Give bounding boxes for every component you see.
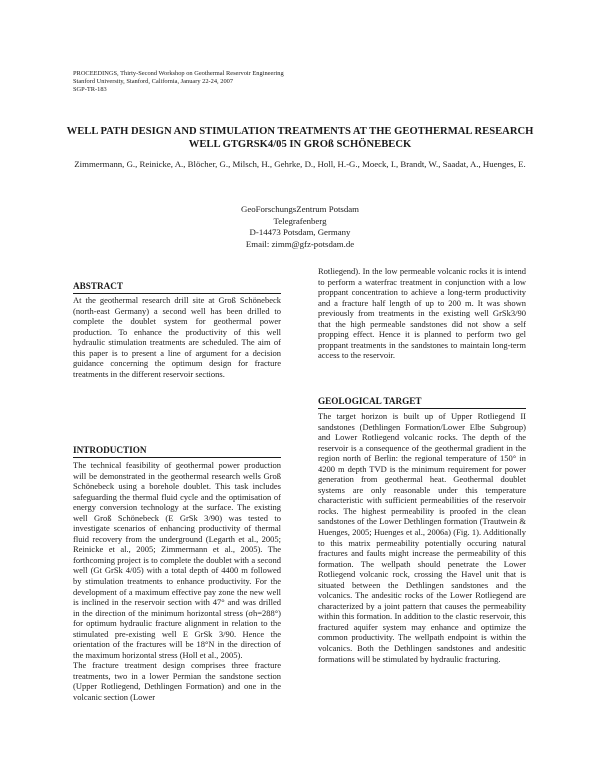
abstract-heading: ABSTRACT — [73, 280, 281, 294]
header-location-line: Stanford University, Stanford, California, January 22-24, 2007 — [73, 78, 234, 85]
paper-title: WELL PATH DESIGN AND STIMULATION TREATMENTS AT THE GEOTHERMAL RESEARCH WELL GTGRSK4/05 IN GROß SCHÖNEBECK — [66, 126, 534, 150]
introduction-paragraph-1: The technical feasibility of geothermal power production will be demonstrated in the geothermal research wells Groß Schönebeck using a borehole doublet. This task includes safeguarding the thermal fluid cycle and the optimisation of energy conversion technology at the surface. The existing well Groß Schönebeck (E GrSk 3/90) was tested to investigate scenarios of enhancing productivity of thermal fluid recovery from the underground (Legarth et al., 2005; Reinicke et al., 2005; Zimmermann et al., 2005). The forthcoming project is to complete the doublet with a second well (Gt GrSk 4/05) with a total depth of 4400 m followed by stimulation treatments to enhance productivity. For the development of a maximum effective pay zone the new well is inclined in the reservoir section with 47° and was drilled in the direction of the minimum horizontal stress (σh=288°) for optimum hydraulic fracture alignment in relation to the stimulated pre-existing well E GrSk 3/90. Hence the orientation of the fractures will be 18°N in the direction of the maximum horizontal stress (Holl et al., 2005). — [73, 460, 281, 660]
affiliation-institution: GeoForschungsZentrum Potsdam — [240, 204, 359, 214]
introduction-body — [73, 460, 281, 703]
geological-target-body — [318, 411, 526, 664]
geological-target-heading: GEOLOGICAL TARGET — [318, 395, 526, 409]
header-report-number: SGP-TR-183 — [73, 86, 107, 93]
introduction-paragraph-2: The fracture treatment design comprises three fracture treatments, two in a lower Permian the sandstone section (Upper Rotliegend, Dethlingen Formation) and one in the volcanic section (Lower — [73, 660, 281, 703]
affiliation-block — [200, 204, 400, 250]
header-workshop-line: PROCEEDINGS, Thirty-Second Workshop on Geothermal Reservoir Engineering — [73, 70, 284, 77]
abstract-body — [73, 295, 281, 379]
introduction-heading: INTRODUCTION — [73, 444, 281, 458]
author-list: Zimmermann, G., Reinicke, A., Blöcher, G., Milsch, H., Gehrke, D., Holl, H.-G., Moeck, I., Brandt, W., Saadat, A., Huenges, E. — [74, 159, 526, 169]
geological-target-paragraph: The target horizon is built up of Upper Rotliegend II sandstones (Dethlingen Formation/Lower Elbe Subgroup) and Lower Rotliegend volcanic rocks. The depth of the reservoir is a consequence of the geothermal gradient in the region north of Berlin: the regional temperature of 150° in 4200 m depth TVD is the minimum requirement for power generation from geothermal heat. Geothermal doublet systems are only reasonable under this temperature characteristic with sufficient permeabilities of the reservoir rocks. The highest permeability is proofed in the clean sandstones of the Lower Dethlingen formation (Trautwein & Huenges, 2005; Huenges et al., 2006a) (Fig. 1). Additionally to this matrix permeability potentially occuring natural fractures and faults might increase the permeability of this formation. The wellpath should penetrate the Lower Rotliegend volcanic rock, crossing the Havel unit that is situated between the Dethlingen sandstones and the volcanics. The andesitic rocks of the Lower Rotliegend are characterized by a joint pattern that causes the permeability within this formation. In addition to the clastic reservoir, this fractured aquifer system may enhance and optimize the common productivity. The wellpath endpoint is within the volcanics. Both the Dethlingen sandstones and andesitic formations will be stimulated by hydraulic fracturing. — [318, 411, 526, 664]
proceedings-header — [73, 70, 373, 94]
introduction-continuation — [318, 266, 526, 361]
affiliation-street: Telegrafenberg — [273, 215, 327, 226]
affiliation-city: D-14473 Potsdam, Germany — [249, 227, 351, 237]
affiliation-email: Email: zimm@gfz-potsdam.de — [245, 238, 355, 249]
continuation-paragraph: Rotliegend). In the low permeable volcanic rocks it is intend to perform a waterfrac treatment in conjunction with a low proppant concentration to achieve a long-term productivity and a fracture half length of up to 200 m. It was shown previously from treatments in the existing well GrSk3/90 that the high permeable sandstones did not show a self propping effect. Hence it is planned to perform two gel proppant treatments in the sandstones to maintain long-term access to the reservoir. — [318, 266, 526, 361]
abstract-paragraph: At the geothermal research drill site at Groß Schönebeck (north-east Germany) a second well has been drilled to complete the doublet system for geothermal power production. To enhance the productivity of this well hydraulic stimulation treatments are scheduled. The aim of this paper is to present a line of argument for a decision guidance concerning the optimum design for fracture treatments in the different reservoir sections. — [73, 295, 281, 379]
